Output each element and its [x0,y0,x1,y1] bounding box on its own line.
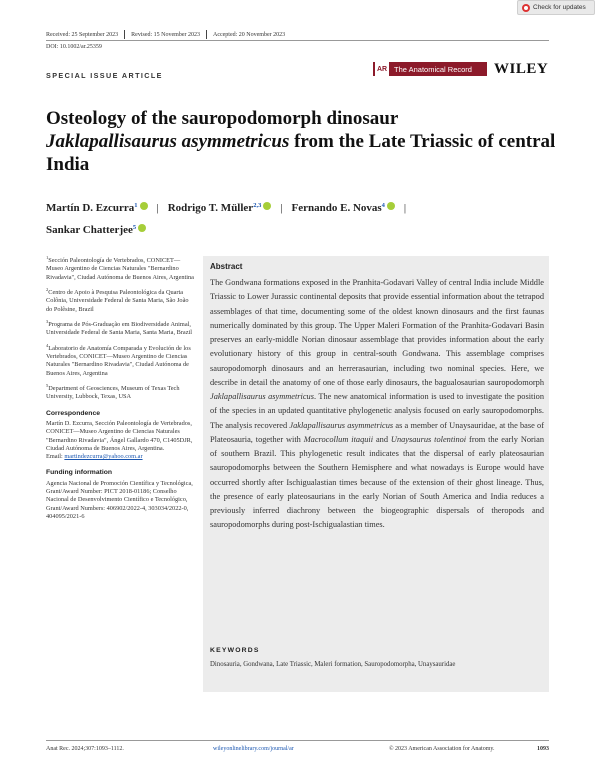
title-species: Jaklapallisaurus asymmetricus [46,131,290,152]
page-number: 1093 [537,746,549,752]
affiliation: $^2$Centro de Apoio à Pesquisa Paleontológica da Quarta Colônia, Universidade Federal de Santa Maria, São João do Polêsine, Brazil [46,286,189,313]
journal-url[interactable]: wileyonlinelibrary.com/journal/ar [213,746,294,752]
affiliation: $^5$Department of Geosciences, Museum of Texas Tech University, Lubbock, Texas, USA [46,382,180,401]
keywords-heading: KEYWORDS [210,647,260,654]
author[interactable]: Sankar Chatterjee$^5$ [46,224,146,236]
check-for-updates-button[interactable] [517,0,595,15]
title-rest: from the Late Triassic of central India [46,131,556,175]
article-dates [46,30,285,39]
publisher-logo: WILEY [494,61,549,77]
correspondence-text: Martín D. Ezcurra, Sección Paleontología de Vertebrados, CONICET—Museo Argentino de Ciencias Naturales "Bernardino Rivadavia", Ángel Gallardo 470, C1405DJR, Ciudad Autónoma de Buenos Aires, Argentina. Email: martindezcurra@yahoo.com.ar [46,419,193,461]
citation: Anat Rec. 2024;307:1093–1112. [46,746,124,752]
orcid-icon[interactable] [138,224,146,232]
abstract-heading: Abstract [210,262,243,271]
crossmark-icon [522,4,530,12]
header-divider [46,40,549,41]
journal-badge [373,62,487,76]
keywords-text: Dinosauria, Gondwana, Late Triassic, Maleri formation, Sauropodomorpha, Unaysauridae [210,661,456,668]
abstract-text: The Gondwana formations exposed in the Pranhita-Godavari Valley of central India include Middle Triassic to Lower Jurassic continental deposits that provide essential information about the tetrapod assemblages of that time, documenting some of the oldest known dinosaurs and the first faunas numerically dominated by this group. The Upper Maleri Formation of the Pranhita-Godavari Basin preserves an early-middle Norian dinosaur assemblage that provides information about the early evolutionary history of this group in central-south Gondwana. This assemblage comprises sauropodomorph dinosaurs and an herrerasaurian, including two nominal species. Here, we describe in detail the anatomy of one of those early dinosaurs, the bagualosaurian sauropodomorph Jaklapallisaurus asymmetricus. The new anatomical information is used to investigate the position of the species in an updated quantitative phylogenetic analysis focused on early sauropodomorphs. The analysis recovered Jaklapallisaurus asymmetricus as a member of Unaysauridae, at the base of Plateosauria, together with Macrocollum itaquii and Unaysaurus tolentinoi from the early Norian of southern Brazil. This phylogenetic result indicates that the dispersal of early plateosaurian sauropodomorphs between the Southern Hemisphere and what nowadays is Europe would have occurred shortly after Ischigualastian times because of the extension of their ghost lineage. Thus, the presence of early plateosaurians in the early Norian of South America and India reduces a previously inferred diachrony between the biogeographic dispersals of theropods and sauropodomorphs during post-Ischigualastian times. [210,278,545,530]
title-line1: Osteology of the sauropodomorph dinosaur [46,108,399,129]
accepted-date: Accepted: 20 November 2023 [212,31,286,38]
orcid-icon[interactable] [387,202,395,210]
correspondence-heading: Correspondence [46,409,101,417]
check-for-updates-label: Check for updates [533,4,586,11]
article-title [46,107,556,176]
copyright: © 2023 American Association for Anatomy. [389,746,495,752]
affiliations-column [46,254,196,521]
journal-logo-icon: AR [375,62,389,76]
author-separator: | [280,202,283,214]
doi: DOI: 10.1002/ar.25359 [46,44,102,50]
funding-text: Agencia Nacional de Promoción Científica y Tecnológica, Grant/Award Number: PICT 2018-01186; Conselho Nacional de Desenvolvimento Científico e Tecnológico, Grant/Award Numbers: 406902/2022-4, 303034/2022-0, 404095/2021-6 [46,479,193,520]
affiliation: $^3$Programa de Pós-Graduação em Biodiversidade Animal, Universidade Federal de Santa Maria, Santa Maria, Brazil [46,318,192,337]
received-date: Received: 25 September 2023 [46,31,119,38]
funding-heading: Funding information [46,469,113,477]
author[interactable]: Martín D. Ezcurra$^1$ [46,202,148,214]
author-separator: | [403,202,407,214]
affiliation: $^1$Sección Paleontología de Vertebrados, CONICET—Museo Argentino de Ciencias Naturales "Bernardino Rivadavia", Ciudad Autónoma de Buenos Aires, Argentina [46,255,194,281]
author[interactable]: Rodrigo T. Müller$^{2,3}$ [168,202,272,214]
author-list [46,196,556,240]
section-label: SPECIAL ISSUE ARTICLE [46,71,163,80]
journal-name: The Anatomical Record [394,64,472,74]
date-separator [206,30,207,39]
affiliation: $^4$Laboratorio de Anatomía Comparada y Evolución de los Vertebrados, CONICET—Museo Argentino de Ciencias Naturales "Bernardino Rivadavia", Ciudad Autónoma de Buenos Aires, Argentina [46,342,191,377]
footer-divider [46,740,549,741]
email-link[interactable]: martindezcurra@yahoo.com.ar [64,453,143,461]
orcid-icon[interactable] [263,202,271,210]
author-separator: | [156,202,159,214]
revised-date: Revised: 15 November 2023 [131,31,200,38]
orcid-icon[interactable] [140,202,148,210]
date-separator [124,30,125,39]
author[interactable]: Fernando E. Novas$^4$ [292,202,395,214]
